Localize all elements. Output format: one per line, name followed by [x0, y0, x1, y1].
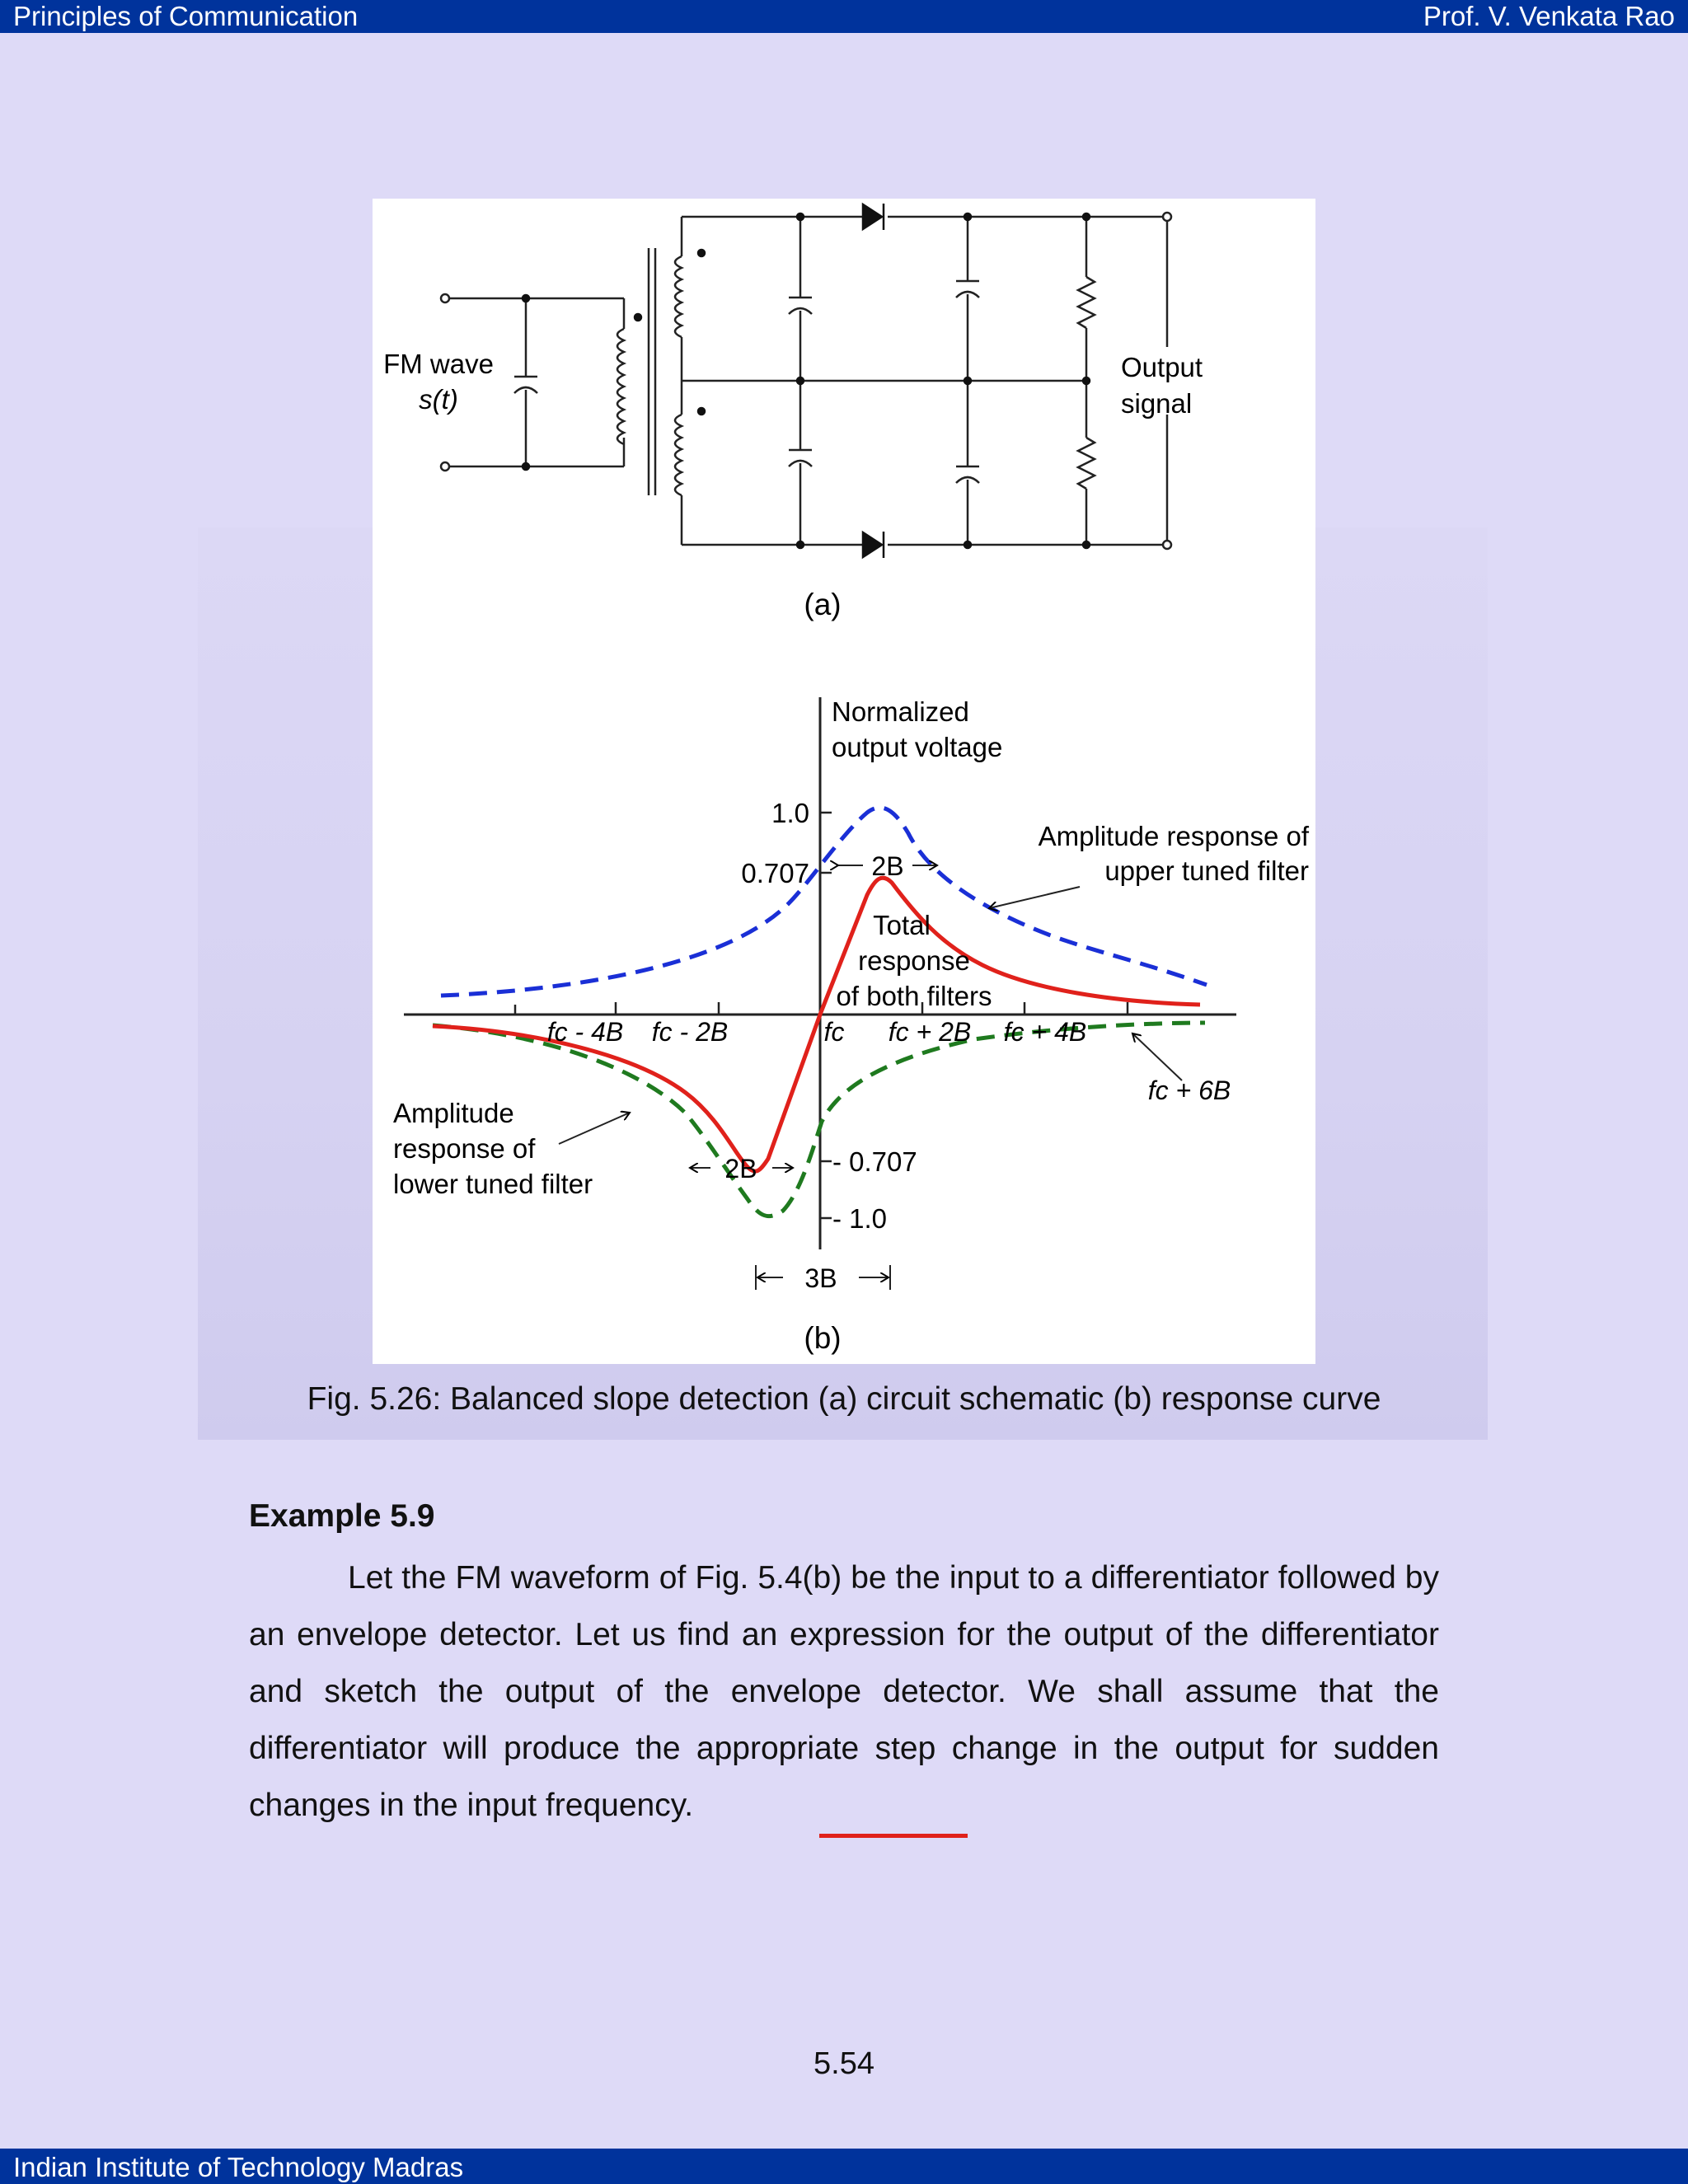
- figure-5-26: [373, 199, 1315, 1364]
- x-tick-fc-minus-4b: fc - 4B: [546, 1017, 624, 1047]
- figure-svg: [373, 199, 1315, 1364]
- lower-filter-label-line2: response of: [393, 1133, 536, 1164]
- x-label-fc-plus-6b: fc + 6B: [1147, 1076, 1231, 1105]
- circuit-input-label: FM wave: [383, 349, 494, 379]
- circuit-output-signal: signal: [1121, 388, 1193, 419]
- y-tick-1: 1.0: [771, 798, 809, 828]
- lower-filter-label-line3: lower tuned filter: [393, 1169, 593, 1199]
- figure-caption: Fig. 5.26: Balanced slope detection (a) circuit schematic (b) response curve: [307, 1381, 1381, 1417]
- example-paragraph: [249, 1549, 1439, 1834]
- total-response-label-line3: of both filters: [836, 981, 992, 1011]
- y-tick-neg-0707: - 0.707: [832, 1146, 917, 1177]
- page-number: 5.54: [814, 2046, 874, 2081]
- institute-name: Indian Institute of Technology Madras: [13, 2152, 464, 2182]
- y-axis-label-line2: output voltage: [832, 732, 1003, 762]
- bandwidth-label-lower: 2B: [724, 1154, 757, 1183]
- red-underline-mark: [819, 1834, 968, 1838]
- y-axis-label-line1: Normalized: [832, 696, 969, 727]
- example-text: Let the FM waveform of Fig. 5.4(b) be the input to a differentiator followed by an envelope detector. Let us find an expression for the output of the differentiator and sketch the output of the envelope detector. We shall assume that the differentiator will produce the appropriate step change in the output for sudden changes in the input frequency.: [249, 1560, 1439, 1823]
- upper-filter-label-line1: Amplitude response of: [1038, 821, 1309, 851]
- span-label-3b: 3B: [804, 1263, 837, 1293]
- x-tick-fc: fc: [823, 1017, 845, 1047]
- footer-bar: [0, 2149, 1688, 2184]
- circuit-input-signal: s(t): [419, 384, 458, 415]
- circuit-schematic: [441, 213, 1171, 549]
- subfigure-label-a: (a): [804, 588, 842, 621]
- bandwidth-label-upper: 2B: [871, 851, 904, 881]
- total-response-label-line2: response: [858, 945, 970, 976]
- x-tick-fc-plus-2b: fc + 2B: [888, 1017, 972, 1047]
- x-tick-fc-plus-4b: fc + 4B: [1003, 1017, 1087, 1047]
- y-tick-neg-1: - 1.0: [832, 1203, 888, 1234]
- course-title: Principles of Communication: [13, 1, 359, 31]
- total-response-label-line1: Total: [873, 910, 931, 940]
- upper-filter-label-line2: upper tuned filter: [1104, 855, 1309, 886]
- response-plot: [393, 696, 1310, 1355]
- example-title: Example 5.9: [249, 1498, 435, 1534]
- subfigure-label-b: (b): [804, 1321, 842, 1355]
- y-tick-0707: 0.707: [741, 858, 809, 888]
- author-name: Prof. V. Venkata Rao: [1423, 1, 1675, 31]
- circuit-output-label: Output: [1121, 352, 1203, 382]
- x-tick-fc-minus-2b: fc - 2B: [651, 1017, 729, 1047]
- lower-filter-label-line1: Amplitude: [393, 1098, 514, 1128]
- header-bar: [0, 0, 1688, 33]
